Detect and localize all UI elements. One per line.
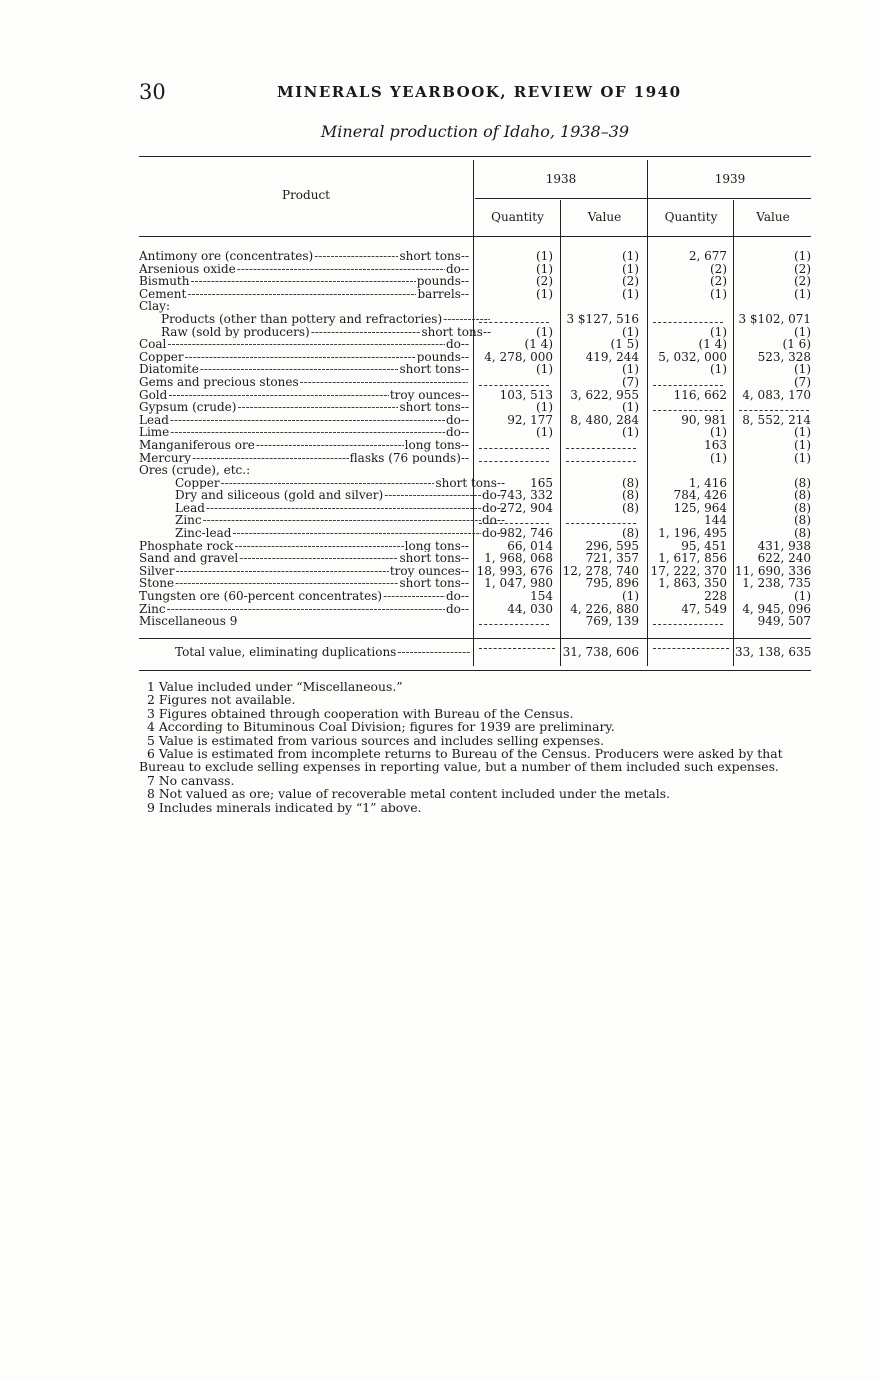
total-value-1939: 33, 138, 635 [735,645,812,659]
total-row [139,640,811,664]
product-label: Lead [139,413,169,427]
product-label: Manganiferous ore [139,438,255,452]
quantity-1939-cell: 47, 549 [681,601,727,616]
product-label: Mercury [139,451,192,465]
table-row [139,401,811,414]
product-label: Miscellaneous 9 [139,615,238,628]
header-quantity-1939: Quantity [664,210,718,224]
product-cell [139,275,469,288]
product-label: Tungsten ore (60-percent concentrates) [139,590,383,603]
unit-label: pounds-- [416,350,469,364]
table-row [139,288,811,301]
header-year-1938: 1938 [545,172,577,186]
product-label: Zinc-lead [175,527,232,540]
product-cell [139,426,469,439]
unit-label: short tons-- [435,476,505,490]
value-1939-cell: (1) [794,362,811,377]
unit-label: do-- [445,413,469,427]
quantity-1938-cell: 44, 030 [507,601,553,616]
quantity-1938-cell: 18, 993, 676 [476,563,553,578]
quantity-1939-cell: (2) [710,261,727,276]
footnote: 4 According to Bituminous Coal Division; figures for 1939 are preliminary. [147,719,615,735]
value-1939-cell: (1) [794,450,811,465]
table-row [139,464,811,477]
page-number: 30 [139,80,166,104]
quantity-1939-cell: 17, 222, 370 [650,563,727,578]
quantity-1938-cell: (1) [536,362,553,377]
product-cell [139,401,469,414]
unit-label: do-- [481,514,505,528]
product-cell [139,527,505,540]
product-cell [139,250,469,263]
footnotes [139,680,811,814]
product-label: Lead [175,501,205,515]
product-cell [139,565,469,578]
unit-label: short tons-- [399,363,469,376]
product-label: Lime [139,426,170,439]
quantity-1939-cell: 163 [704,437,727,452]
product-cell [139,288,469,301]
value-1938-cell: (1) [622,286,639,301]
value-1938-cell: (1) [622,261,639,276]
value-1938-cell: (1) [622,324,639,339]
product-label: Coal [139,338,167,351]
blank-dash [653,618,723,625]
product-cell [139,414,469,427]
header-value-1939: Value [756,210,790,224]
value-1938-cell: 769, 139 [585,614,639,629]
footnote: 5 Value is estimated from various sources and includes selling expenses. [147,732,605,748]
value-1938-cell: 8, 480, 284 [570,412,639,427]
table-row [139,527,811,540]
quantity-1938-cell: 92, 177 [507,412,553,427]
table-row [139,338,811,351]
product-cell [139,313,491,326]
value-1938-cell: (1) [622,400,639,415]
quantity-1938-cell: (1) [536,261,553,276]
blank-dash [739,404,809,411]
value-1939-cell: (1) [794,425,811,440]
product-cell [139,603,469,616]
product-cell [139,540,469,553]
product-cell [139,300,469,313]
product-cell [139,489,505,502]
product-label: Gypsum (crude) [139,401,237,414]
product-label: Antimony ore (concentrates) [139,250,314,263]
quantity-1939-cell: (1) [710,425,727,440]
quantity-1938-cell: 154 [530,589,553,604]
value-1938-cell: (1) [622,425,639,440]
value-1938-cell: (2) [622,274,639,289]
value-1939-cell: 3 $102, 071 [738,311,811,326]
quantity-1939-cell: 784, 426 [673,488,727,503]
blank-dash [479,379,549,386]
quantity-1938-cell: 66, 014 [507,538,553,553]
unit-label: long tons-- [404,539,469,553]
quantity-1939-cell: 2, 677 [688,249,727,263]
table-row [139,300,811,313]
value-1938-cell: (7) [622,374,639,389]
value-1939-cell: (8) [794,526,811,541]
product-cell [139,502,505,515]
product-cell [139,363,469,376]
quantity-1938-cell: (1) [536,286,553,301]
value-1938-cell: (8) [622,488,639,503]
product-cell [139,464,469,477]
blank-dash [566,455,636,462]
quantity-1938-cell: (1 4) [524,337,553,352]
header-value-1938: Value [587,210,622,224]
product-label: Stone [139,577,175,591]
value-1939-cell: 8, 552, 214 [742,412,811,427]
value-1938-cell: (8) [622,500,639,515]
unit-label: flasks (76 pounds)-- [349,451,469,465]
quantity-1939-cell: (1) [710,362,727,377]
value-1938-cell: (8) [622,475,639,490]
quantity-1938-cell: 743, 332 [499,488,553,503]
quantity-1938-cell: 103, 513 [499,387,553,402]
quantity-1938-cell: (1) [536,400,553,415]
unit-label: do-- [481,527,505,540]
blank-dash [479,316,549,323]
value-1939-cell: (1) [794,589,811,604]
value-1939-cell: (1) [794,324,811,339]
unit-label: do-- [445,602,469,616]
product-label: Copper [139,350,184,364]
table-row [139,452,811,465]
quantity-1939-cell: 228 [704,589,727,604]
unit-label: troy ounces-- [389,388,469,402]
table-row [139,389,811,402]
product-label: Raw (sold by producers) [161,325,310,339]
value-1938-cell: 795, 896 [585,576,639,591]
unit-label: short tons-- [399,577,469,591]
header-year-1939: 1939 [714,172,746,186]
table-row [139,363,811,376]
value-1939-cell: (1) [794,437,811,452]
unit-label: long tons-- [404,438,469,452]
unit-label: do-- [481,501,505,515]
quantity-1939-cell: 1, 863, 350 [658,576,727,591]
running-title: MINERALS YEARBOOK, REVIEW OF 1940 [277,83,682,101]
value-1939-cell: (1) [794,286,811,301]
footnote: 2 Figures not available. [147,692,296,708]
product-label: Dry and siliceous (gold and silver) [175,489,384,502]
value-1939-cell: 4, 945, 096 [742,601,811,616]
unit-label: do-- [445,426,469,439]
product-label: Gems and precious stones [139,375,299,389]
product-cell [139,326,491,339]
product-cell [139,263,469,276]
blank-dash [653,316,723,323]
value-1938-cell: 12, 278, 740 [562,563,639,578]
table-row [139,376,811,389]
quantity-1939-cell: (1 4) [698,337,727,352]
value-1938-cell: 296, 595 [585,538,639,553]
value-1938-cell: (1) [622,589,639,604]
unit-label: short tons-- [399,401,469,414]
quantity-1938-cell: 4, 278, 000 [484,349,553,364]
unit-label: troy ounces-- [389,564,469,578]
value-1939-cell: 1, 238, 735 [742,576,811,591]
table-row [139,250,811,263]
unit-label: short tons-- [399,250,469,263]
product-label: Zinc [139,602,166,616]
value-1939-cell: (8) [794,475,811,490]
unit-label: pounds-- [416,275,469,288]
quantity-1939-cell: (1) [710,286,727,301]
blank-dash [566,442,636,449]
quantity-1938-cell: (2) [536,274,553,289]
product-label: Ores (crude), etc.: [139,464,251,477]
table-row [139,439,811,452]
blank-dash [653,404,723,411]
footnote: 6 Value is estimated from incomplete returns to Bureau of the Census. Producers were asked by that Bureau to exclude selling expenses in reporting value, but a number of them included such expenses. [139,746,783,775]
table-row [139,489,811,502]
value-1938-cell: 721, 357 [585,551,639,566]
table-row [139,590,811,603]
quantity-1939-cell: (1) [710,450,727,465]
table-row [139,615,811,628]
table-title: Mineral production of Idaho, 1938–39 [320,122,630,141]
product-cell [139,389,469,402]
value-1938-cell: (1) [622,362,639,377]
value-1939-cell: 523, 328 [757,349,811,364]
quantity-1939-cell: 1, 617, 856 [658,551,727,566]
blank-dash [653,379,723,386]
total-label: Total value, eliminating duplications [175,646,397,659]
product-cell [139,477,505,490]
value-1939-cell: 4, 083, 170 [742,387,811,402]
value-1938-cell: (8) [622,526,639,541]
quantity-1939-cell: 116, 662 [673,387,727,402]
blank-dash [479,618,549,625]
unit-label: do-- [445,262,469,276]
quantity-1938-cell: (1) [536,249,553,263]
footnote: 8 Not valued as ore; value of recoverable metal content included under the metals. [147,786,671,802]
product-cell [139,514,505,527]
quantity-1939-cell: 95, 451 [681,538,727,553]
quantity-1938-cell: (1) [536,324,553,339]
unit-label: short tons-- [421,325,491,339]
unit-label: do-- [445,338,469,351]
value-1939-cell: 431, 938 [757,538,811,553]
page-header [139,80,811,108]
header-product: Product [282,188,330,202]
footnote: 3 Figures obtained through cooperation with Bureau of the Census. [147,705,574,721]
product-cell [139,590,469,603]
product-label: Arsenious oxide [139,262,236,276]
product-label: Diatomite [139,363,199,376]
value-1939-cell: (2) [794,261,811,276]
total-label-cell [175,646,471,659]
value-1939-cell: (8) [794,500,811,515]
quantity-1939-cell: 5, 032, 000 [658,349,727,364]
table-body [139,250,811,628]
product-label: Phosphate rock [139,539,234,553]
value-1938-cell: 3 $127, 516 [566,311,639,326]
value-1939-cell: (1 6) [782,337,811,352]
quantity-1938-cell: 1, 047, 980 [484,576,553,591]
value-1939-cell: (8) [794,488,811,503]
value-1939-cell: 949, 507 [757,614,811,629]
blank-dash [479,442,549,449]
quantity-1939-cell: 144 [704,513,727,528]
quantity-1939-cell: (2) [710,274,727,289]
unit-label: barrels-- [417,287,469,301]
quantity-1939-cell: (1) [710,324,727,339]
value-1939-cell: (1) [794,249,811,263]
quantity-1938-cell: 982, 746 [499,526,553,541]
table-row [139,603,811,616]
quantity-1939-cell: 90, 981 [681,412,727,427]
blank-dash [479,517,549,524]
unit-label: do-- [481,489,505,502]
product-cell [139,376,469,389]
footnote: 1 Value included under “Miscellaneous.” [147,679,403,694]
value-1939-cell: 622, 240 [757,551,811,566]
header-quantity-1938: Quantity [491,210,544,224]
quantity-1939-cell: 125, 964 [673,500,727,515]
product-label: Cement [139,287,187,301]
value-1939-cell: (8) [794,513,811,528]
value-1939-cell: (7) [794,374,811,389]
table-row [139,552,811,565]
quantity-1938-cell: (1) [536,425,553,440]
quantity-1938-cell: 165 [530,475,553,490]
product-label: Clay: [139,300,170,313]
product-cell [139,615,469,628]
quantity-1938-cell: 272, 904 [499,500,553,515]
table-row [139,313,811,326]
product-cell [139,577,469,590]
blank-dash [566,517,636,524]
product-cell [139,338,469,351]
unit-label: do-- [445,590,469,603]
quantity-1938-cell: 1, 968, 068 [484,551,553,566]
value-1938-cell: 3, 622, 955 [570,387,639,402]
product-label: Silver [139,564,175,578]
value-1938-cell: (1) [622,249,639,263]
value-1939-cell: 11, 690, 336 [735,563,812,578]
blank-dash [479,455,549,462]
value-1938-cell: (1 5) [610,337,639,352]
product-cell [139,452,469,465]
product-label: Copper [175,476,220,490]
unit-label: short tons-- [399,552,469,565]
footnote: 7 No canvass. [147,772,235,788]
product-label: Products (other than pottery and refractories) [161,312,443,326]
quantity-1939-cell: 1, 196, 495 [658,526,727,541]
footnote: 9 Includes minerals indicated by “1” above. [147,799,422,815]
product-cell [139,439,469,452]
quantity-1939-cell: 1, 416 [688,475,727,490]
product-label: Bismuth [139,275,190,288]
product-label: Sand and gravel [139,552,239,565]
value-1938-cell: 4, 226, 880 [570,601,639,616]
product-cell [139,351,469,364]
value-1939-cell: (2) [794,274,811,289]
total-value-1938: 31, 738, 606 [562,645,639,659]
product-label: Gold [139,388,168,402]
product-label: Zinc [175,514,202,528]
product-cell [139,552,469,565]
table-row [139,275,811,288]
value-1938-cell: 419, 244 [585,349,639,364]
